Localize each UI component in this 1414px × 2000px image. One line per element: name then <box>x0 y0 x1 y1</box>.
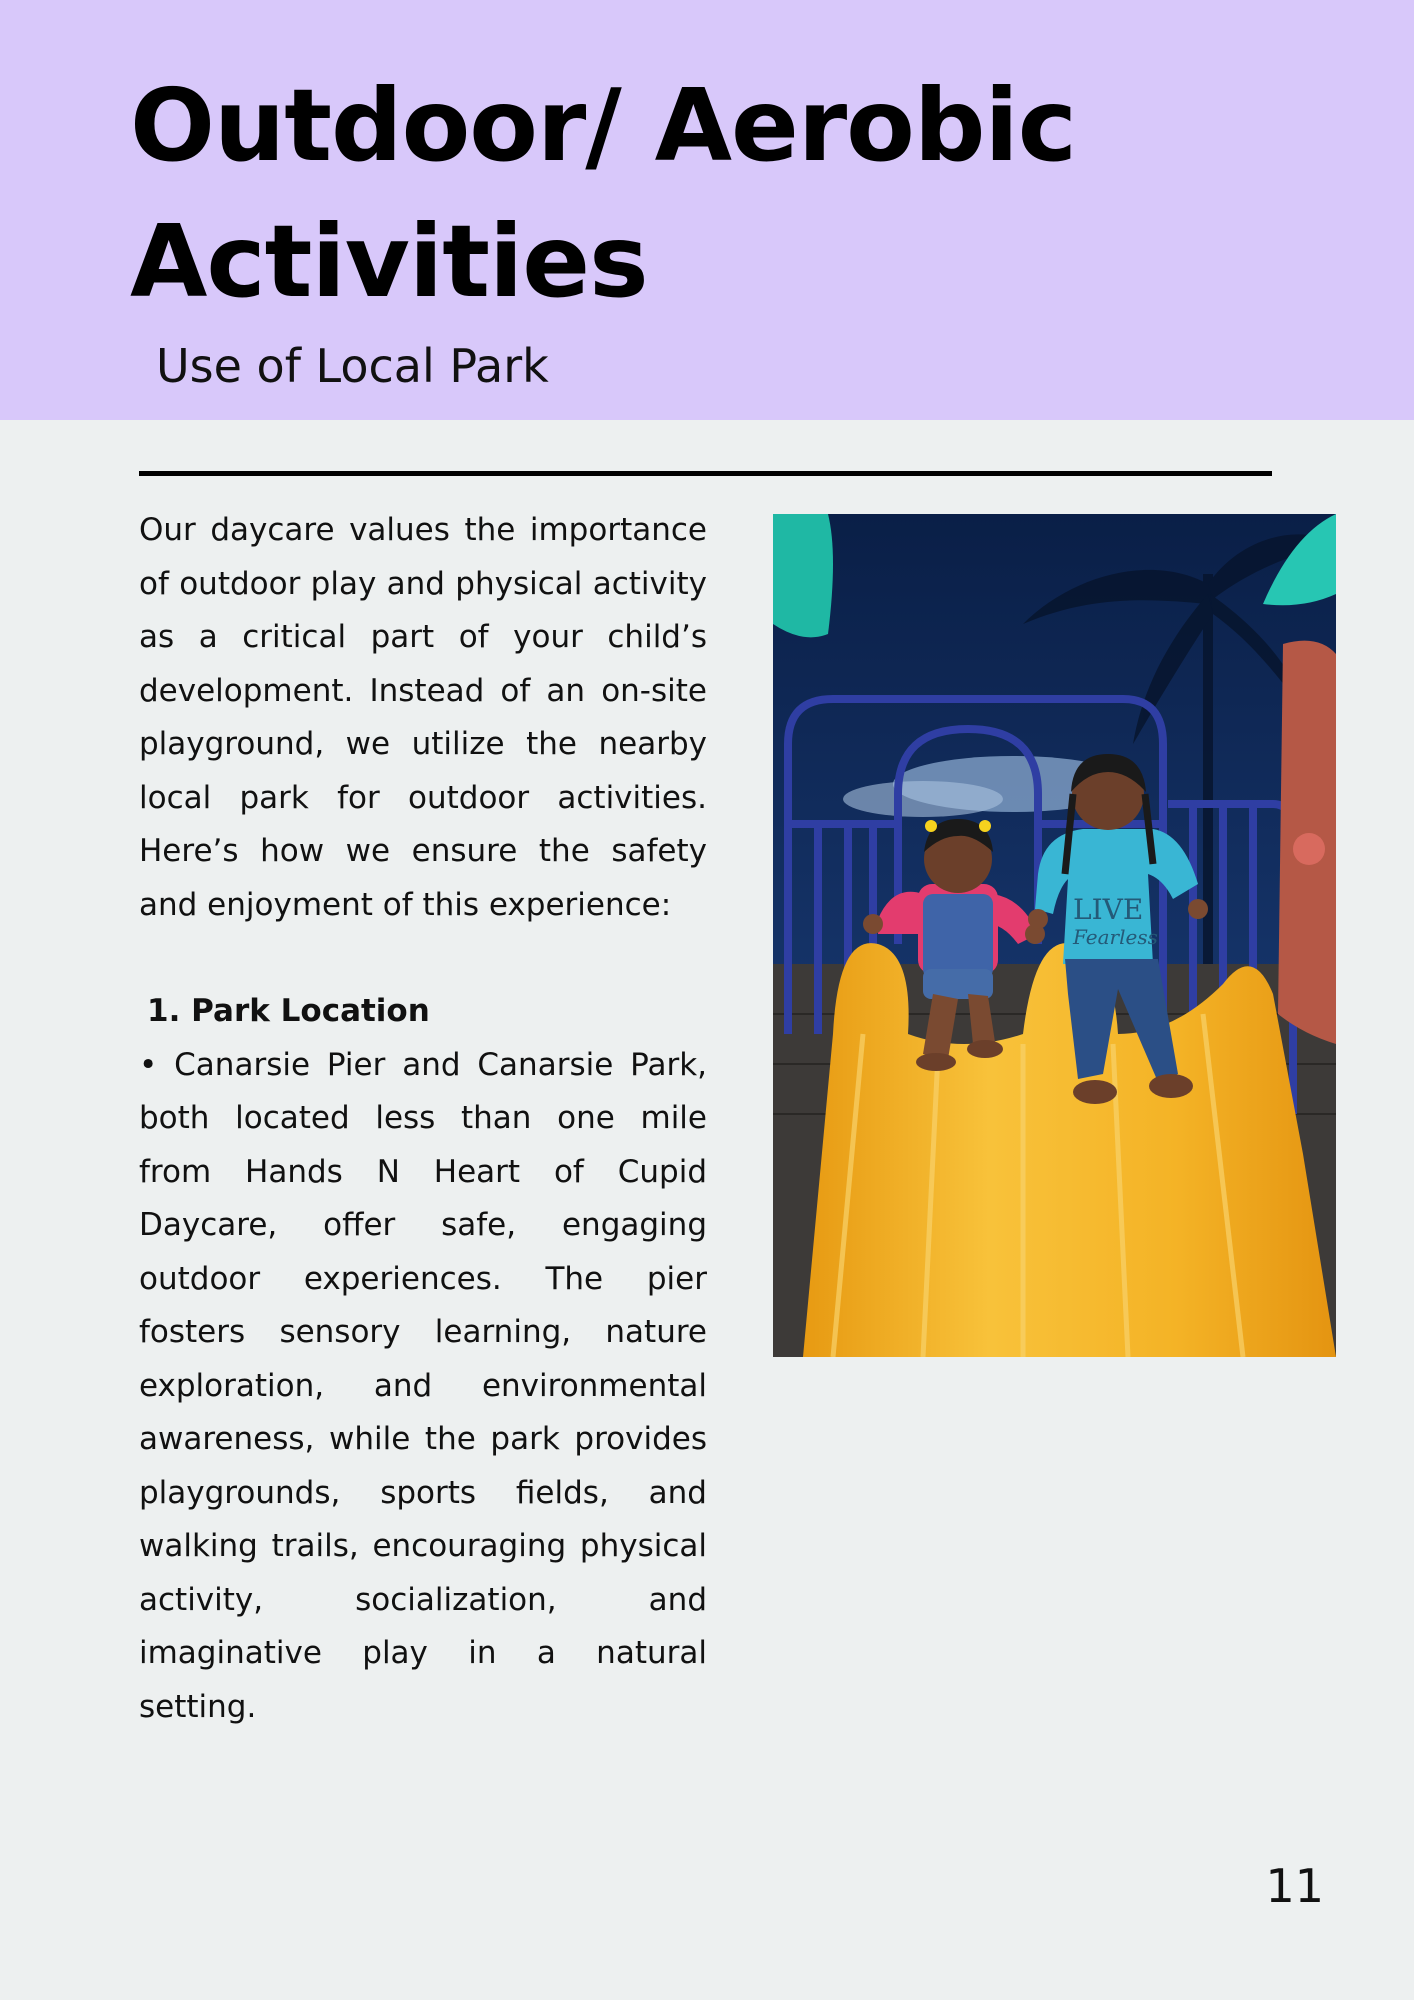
paragraph-spacer <box>139 932 707 985</box>
divider-rule <box>139 471 1272 476</box>
intro-paragraph: Our daycare values the importance of outdoor play and physical activity as a critical part of your child’s development. Instead of an on-site playground, we utilize the nearby local park for outdoor activities. Here’s how we ensure the safety and enjoyment of this experience: <box>139 512 707 923</box>
page-subtitle: Use of Local Park <box>156 339 549 393</box>
page-number: 11 <box>1265 1859 1324 1913</box>
body-text-column <box>139 504 707 1734</box>
header-band <box>0 0 1414 420</box>
page-title: Outdoor/ Aerobic Activities <box>130 67 1077 320</box>
section-heading-park-location: 1. Park Location <box>147 993 430 1029</box>
shirt-text-fearless: Fearless <box>1073 925 1158 949</box>
cloud <box>843 781 1003 817</box>
children-on-slide-photo <box>773 514 1336 1357</box>
photo-illustration <box>773 514 1336 1357</box>
post-flower <box>1293 833 1325 865</box>
shirt-text-live: LIVE <box>1073 893 1144 926</box>
teal-decoration <box>773 514 833 637</box>
park-location-paragraph: • Canarsie Pier and Canarsie Park, both located less than one mile from Hands N Heart of Cupid Daycare, offer safe, engaging outdoor experiences. The pier fosters sensory learning, nature exploration, and environmental awareness, while the park provides playgrounds, sports fields, and walking trails, encouraging physical activity, socialization, and imaginative play in a natural setting. <box>139 1046 707 1725</box>
